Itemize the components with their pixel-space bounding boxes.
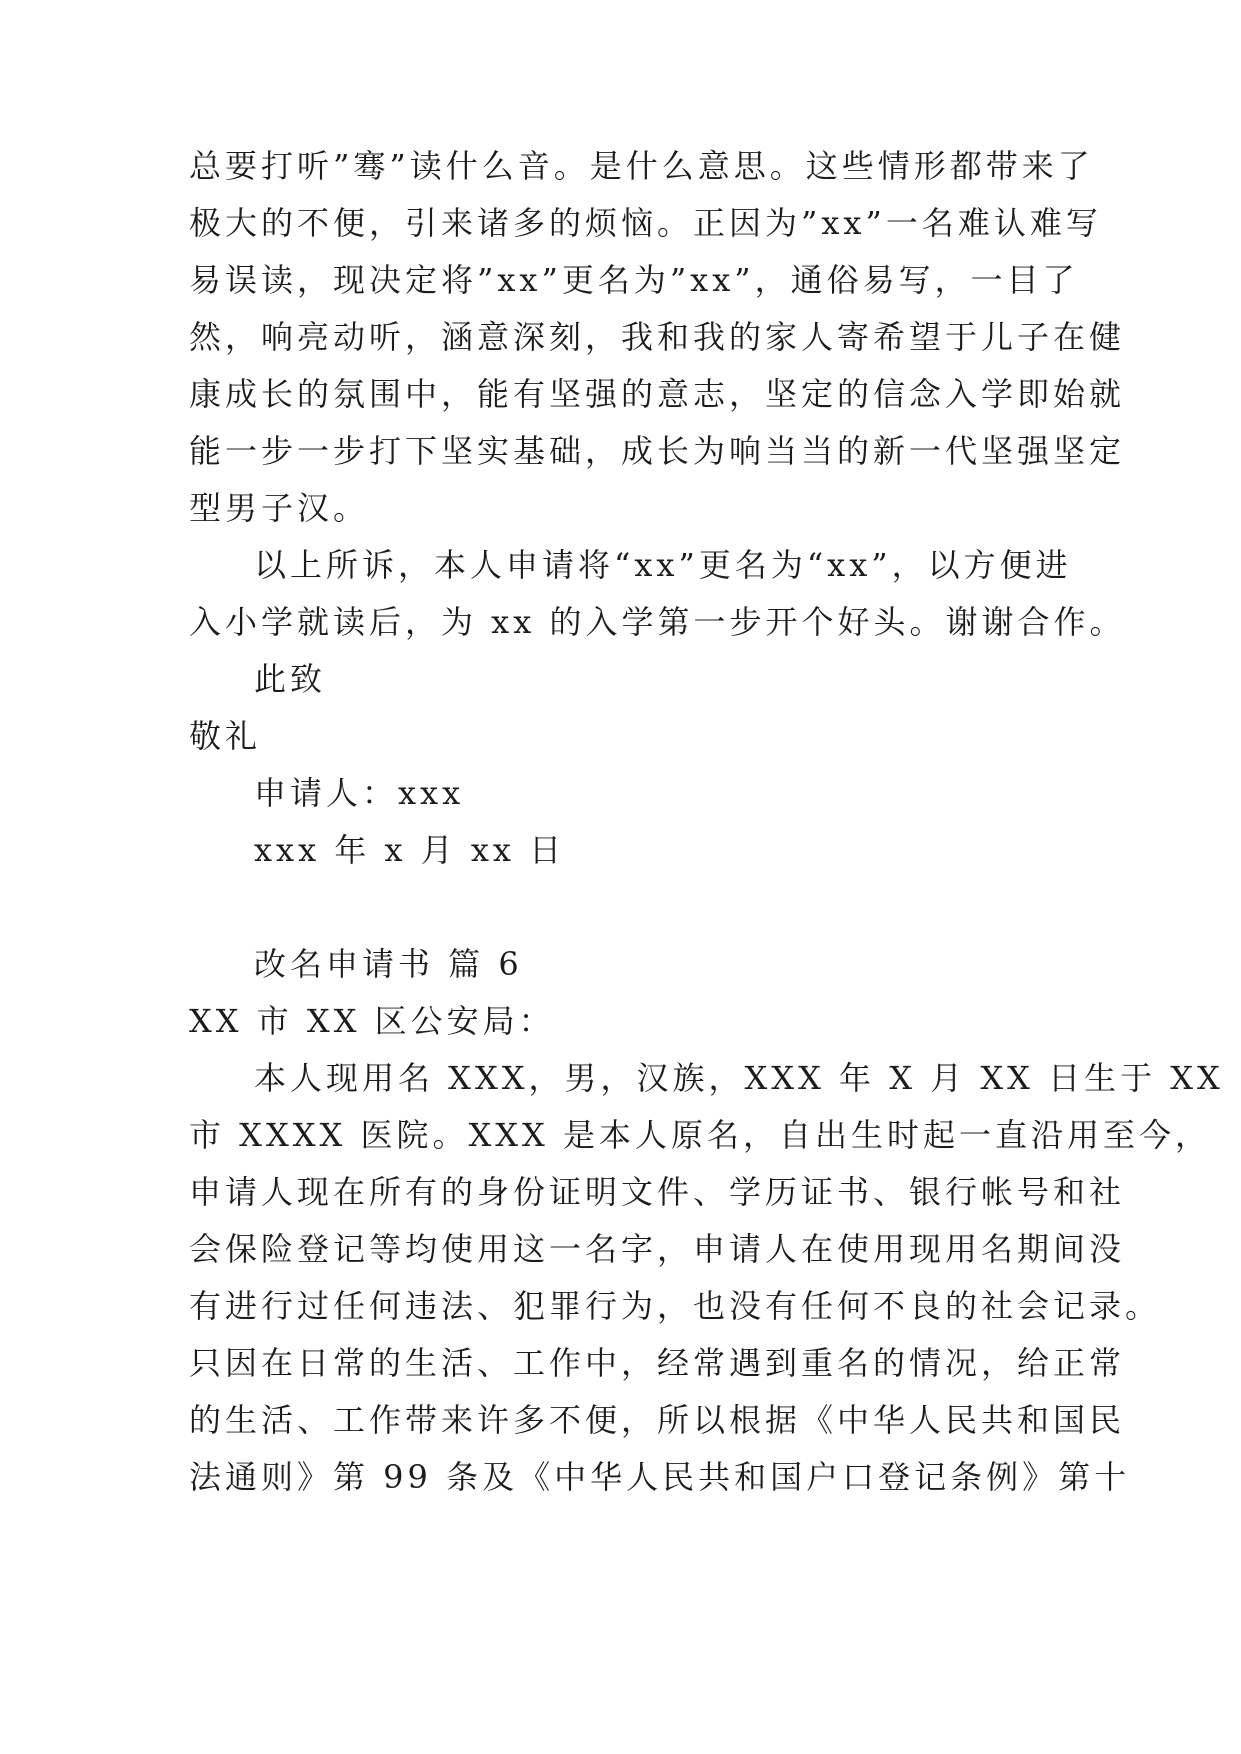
- body-line: 市 XXXX 医院。XXX 是本人原名，自出生时起一直沿用至今，: [189, 1116, 1211, 1154]
- body-line: 入小学就读后，为 xx 的入学第一步开个好头。谢谢合作。: [189, 603, 1126, 641]
- body-line: 型男子汉。: [189, 489, 370, 527]
- body-line: 总要打听”骞”读什么音。是什么意思。这些情形都带来了: [189, 147, 1094, 185]
- body-line: 康成长的氛围中，能有坚强的意志，坚定的信念入学即始就: [189, 375, 1126, 413]
- body-line: 极大的不便，引来诸多的烦恼。正因为”xx”一名难认难写: [189, 204, 1102, 242]
- closing-regards: 敬礼: [189, 717, 262, 755]
- signature-date: xxx 年 x 月 xx 日: [254, 831, 566, 869]
- body-line: 会保险登记等均使用这一名字，申请人在使用现用名期间没: [189, 1230, 1126, 1268]
- paragraph-line: 本人现用名 XXX，男，汉族，XXX 年 X 月 XX 日生于 XX: [254, 1059, 1224, 1097]
- body-line: 易误读，现决定将”xx”更名为”xx”，通俗易写，一目了: [189, 261, 1079, 299]
- applicant-signature: 申请人：xxx: [254, 774, 465, 812]
- body-line: 然，响亮动听，涵意深刻，我和我的家人寄希望于儿子在健: [189, 318, 1126, 356]
- body-line: 有进行过任何违法、犯罪行为，也没有任何不良的社会记录。: [189, 1287, 1162, 1325]
- paragraph-line: 以上所诉，本人申请将“xx”更名为“xx”，以方便进: [254, 546, 1072, 584]
- section-title: 改名申请书 篇 6: [254, 945, 523, 983]
- body-line: 申请人现在所有的身份证明文件、学历证书、银行帐号和社: [189, 1173, 1126, 1211]
- addressee: XX 市 XX 区公安局：: [189, 1002, 555, 1040]
- body-line: 只因在日常的生活、工作中，经常遇到重名的情况，给正常: [189, 1344, 1126, 1382]
- closing-salutation: 此致: [254, 660, 327, 698]
- body-line: 法通则》第 99 条及《中华人民共和国户口登记条例》第十: [189, 1458, 1131, 1496]
- body-line: 的生活、工作带来许多不便，所以根据《中华人民共和国民: [189, 1401, 1126, 1439]
- body-line: 能一步一步打下坚实基础，成长为响当当的新一代坚强坚定: [189, 432, 1126, 470]
